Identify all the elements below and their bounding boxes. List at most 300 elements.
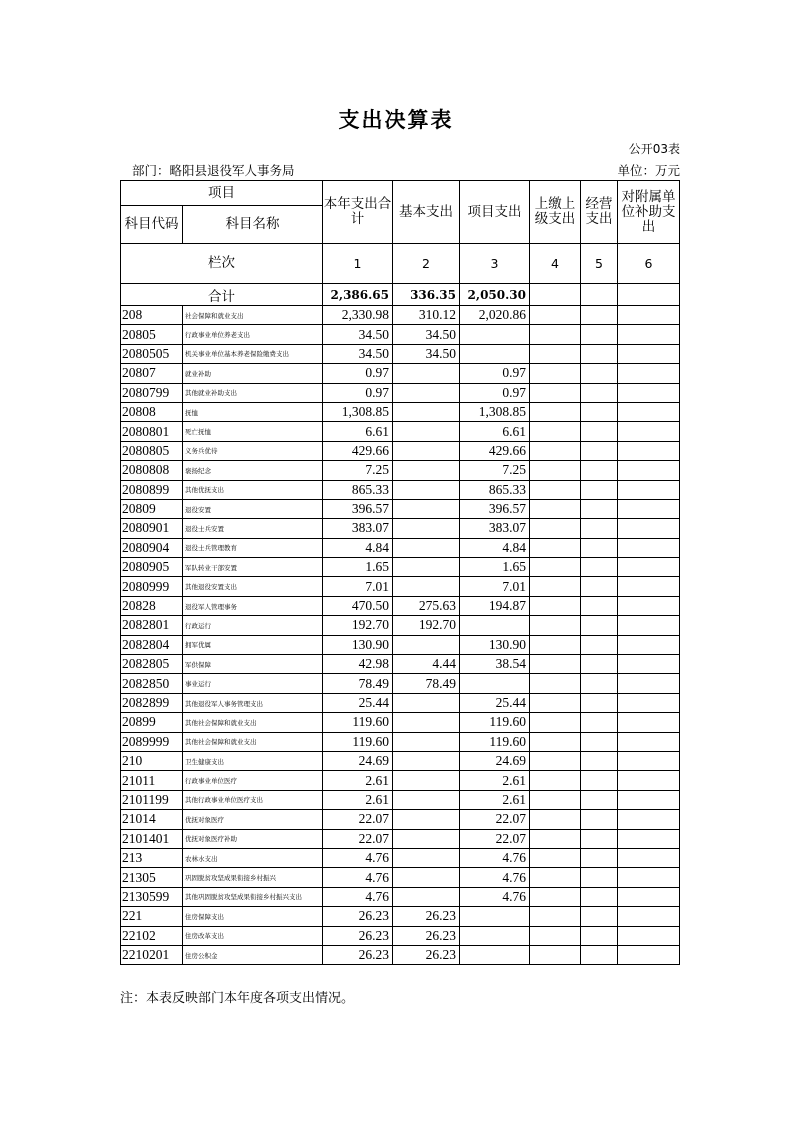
table-row [121, 538, 680, 557]
row-code: 22102 [121, 926, 183, 945]
table-row [121, 829, 680, 848]
row-code: 2080805 [121, 441, 183, 460]
row-code: 20807 [121, 364, 183, 383]
row-name: 住房保障支出 [183, 907, 323, 926]
row-subsidy [618, 538, 680, 557]
row-basic: 26.23 [393, 907, 460, 926]
row-subsidy [618, 306, 680, 325]
form-number: 公开03表 [628, 142, 680, 156]
row-project [460, 907, 530, 926]
row-total: 2.61 [323, 771, 393, 790]
row-subsidy [618, 848, 680, 867]
row-upper [530, 499, 581, 518]
row-basic [393, 441, 460, 460]
row-project: 38.54 [460, 655, 530, 674]
row-name: 退役士兵安置 [183, 519, 323, 538]
table-row [121, 693, 680, 712]
row-upper [530, 402, 581, 421]
table-row [121, 907, 680, 926]
row-business [581, 519, 618, 538]
row-upper [530, 848, 581, 867]
row-total: 7.01 [323, 577, 393, 596]
row-subsidy [618, 383, 680, 402]
row-business [581, 635, 618, 654]
header-upper: 上缴上级支出 [530, 181, 581, 244]
row-upper [530, 558, 581, 577]
row-code: 2101401 [121, 829, 183, 848]
row-basic [393, 499, 460, 518]
table-row [121, 655, 680, 674]
row-project: 4.76 [460, 868, 530, 887]
row-total: 0.97 [323, 383, 393, 402]
row-upper [530, 635, 581, 654]
header-row-label: 栏次 [121, 244, 323, 284]
row-project [460, 674, 530, 693]
row-upper [530, 693, 581, 712]
row-project: 1.65 [460, 558, 530, 577]
table-row [121, 674, 680, 693]
row-business [581, 383, 618, 402]
row-project: 429.66 [460, 441, 530, 460]
row-total: 119.60 [323, 732, 393, 751]
row-upper [530, 674, 581, 693]
row-subsidy [618, 868, 680, 887]
row-project: 4.76 [460, 848, 530, 867]
row-project: 24.69 [460, 751, 530, 770]
row-basic: 310.12 [393, 306, 460, 325]
row-subsidy [618, 732, 680, 751]
row-business [581, 325, 618, 344]
row-total: 34.50 [323, 344, 393, 363]
row-upper [530, 829, 581, 848]
table-row [121, 771, 680, 790]
footnote: 注：本表反映部门本年度各项支出情况。 [120, 991, 355, 1006]
table-row [121, 577, 680, 596]
row-basic: 78.49 [393, 674, 460, 693]
row-business [581, 790, 618, 809]
row-business [581, 616, 618, 635]
row-basic [393, 713, 460, 732]
row-project [460, 945, 530, 964]
total-subsidy [618, 284, 680, 306]
row-basic [393, 383, 460, 402]
row-name: 行政事业单位养老支出 [183, 325, 323, 344]
row-subsidy [618, 713, 680, 732]
row-basic: 275.63 [393, 596, 460, 615]
row-code: 2082804 [121, 635, 183, 654]
row-subsidy [618, 441, 680, 460]
row-project: 2,020.86 [460, 306, 530, 325]
row-total: 1.65 [323, 558, 393, 577]
row-subsidy [618, 926, 680, 945]
row-business [581, 655, 618, 674]
table-row [121, 364, 680, 383]
row-upper [530, 596, 581, 615]
row-total: 865.33 [323, 480, 393, 499]
row-project: 194.87 [460, 596, 530, 615]
row-code: 221 [121, 907, 183, 926]
total-project: 2,050.30 [460, 284, 530, 306]
row-business [581, 751, 618, 770]
col-num-2: 2 [393, 244, 460, 284]
row-basic [393, 771, 460, 790]
row-code: 2080904 [121, 538, 183, 557]
row-subsidy [618, 499, 680, 518]
table-row [121, 383, 680, 402]
row-upper [530, 771, 581, 790]
row-subsidy [618, 325, 680, 344]
header-total: 本年支出合计 [323, 181, 393, 244]
row-upper [530, 751, 581, 770]
row-total: 78.49 [323, 674, 393, 693]
row-code: 2080999 [121, 577, 183, 596]
col-num-3: 3 [460, 244, 530, 284]
row-business [581, 441, 618, 460]
row-code: 21014 [121, 810, 183, 829]
row-total: 1,308.85 [323, 402, 393, 421]
row-code: 20828 [121, 596, 183, 615]
row-business [581, 538, 618, 557]
row-basic [393, 519, 460, 538]
row-upper [530, 655, 581, 674]
table-row [121, 926, 680, 945]
table-row [121, 732, 680, 751]
row-code: 21305 [121, 868, 183, 887]
row-subsidy [618, 751, 680, 770]
row-total: 429.66 [323, 441, 393, 460]
row-name: 退役军人管理事务 [183, 596, 323, 615]
row-project: 119.60 [460, 732, 530, 751]
row-subsidy [618, 790, 680, 809]
header-basic: 基本支出 [393, 181, 460, 244]
row-project: 0.97 [460, 383, 530, 402]
header-row-3 [121, 244, 680, 284]
row-basic [393, 693, 460, 712]
expenditure-table [120, 180, 680, 965]
row-name: 农林水支出 [183, 848, 323, 867]
row-basic: 34.50 [393, 344, 460, 363]
table-row [121, 306, 680, 325]
row-code: 208 [121, 306, 183, 325]
table-row [121, 616, 680, 635]
row-subsidy [618, 344, 680, 363]
row-name: 其他巩固脱贫攻坚成果衔接乡村振兴支出 [183, 887, 323, 906]
row-subsidy [618, 693, 680, 712]
row-name: 巩固脱贫攻坚成果衔接乡村振兴 [183, 868, 323, 887]
total-upper [530, 284, 581, 306]
row-project: 22.07 [460, 829, 530, 848]
row-subsidy [618, 810, 680, 829]
row-name: 义务兵优待 [183, 441, 323, 460]
row-project [460, 344, 530, 363]
row-project [460, 616, 530, 635]
row-total: 26.23 [323, 926, 393, 945]
row-total: 2,330.98 [323, 306, 393, 325]
row-project: 7.01 [460, 577, 530, 596]
row-code: 2080901 [121, 519, 183, 538]
row-code: 2082801 [121, 616, 183, 635]
table-row [121, 848, 680, 867]
row-basic [393, 887, 460, 906]
row-name: 褒扬纪念 [183, 461, 323, 480]
row-basic [393, 810, 460, 829]
row-name: 其他优抚支出 [183, 480, 323, 499]
row-upper [530, 790, 581, 809]
row-total: 4.84 [323, 538, 393, 557]
table-row [121, 461, 680, 480]
row-project: 6.61 [460, 422, 530, 441]
table-row [121, 519, 680, 538]
row-name: 行政事业单位医疗 [183, 771, 323, 790]
row-total: 42.98 [323, 655, 393, 674]
row-business [581, 887, 618, 906]
row-project: 0.97 [460, 364, 530, 383]
page-title: 支出决算表 [338, 108, 454, 132]
row-name: 就业补助 [183, 364, 323, 383]
row-business [581, 907, 618, 926]
row-code: 2080799 [121, 383, 183, 402]
row-name: 行政运行 [183, 616, 323, 635]
row-basic [393, 790, 460, 809]
table-row [121, 596, 680, 615]
row-business [581, 945, 618, 964]
row-upper [530, 616, 581, 635]
row-upper [530, 887, 581, 906]
row-business [581, 461, 618, 480]
row-project: 865.33 [460, 480, 530, 499]
header-project-expense: 项目支出 [460, 181, 530, 244]
col-num-6: 6 [618, 244, 680, 284]
row-name: 其他行政事业单位医疗支出 [183, 790, 323, 809]
row-total: 470.50 [323, 596, 393, 615]
row-basic [393, 577, 460, 596]
table-row [121, 790, 680, 809]
row-business [581, 693, 618, 712]
row-total: 396.57 [323, 499, 393, 518]
table-row [121, 887, 680, 906]
row-upper [530, 422, 581, 441]
row-name: 卫生健康支出 [183, 751, 323, 770]
row-basic: 26.23 [393, 945, 460, 964]
row-basic [393, 402, 460, 421]
row-project: 22.07 [460, 810, 530, 829]
row-business [581, 810, 618, 829]
row-subsidy [618, 674, 680, 693]
row-name: 其他退役安置支出 [183, 577, 323, 596]
row-upper [530, 945, 581, 964]
table-row [121, 713, 680, 732]
row-basic [393, 732, 460, 751]
row-basic [393, 480, 460, 499]
row-name: 退役安置 [183, 499, 323, 518]
row-code: 213 [121, 848, 183, 867]
row-subsidy [618, 616, 680, 635]
table-row [121, 480, 680, 499]
row-total: 383.07 [323, 519, 393, 538]
row-subsidy [618, 480, 680, 499]
row-total: 22.07 [323, 829, 393, 848]
header-subsidy: 对附属单位补助支出 [618, 181, 680, 244]
row-upper [530, 364, 581, 383]
row-project: 1,308.85 [460, 402, 530, 421]
row-total: 24.69 [323, 751, 393, 770]
table-row [121, 635, 680, 654]
row-project [460, 926, 530, 945]
row-basic [393, 868, 460, 887]
row-total: 26.23 [323, 945, 393, 964]
total-business [581, 284, 618, 306]
row-upper [530, 306, 581, 325]
row-code: 20808 [121, 402, 183, 421]
row-upper [530, 577, 581, 596]
row-code: 21011 [121, 771, 183, 790]
row-subsidy [618, 519, 680, 538]
table-row [121, 751, 680, 770]
row-total: 130.90 [323, 635, 393, 654]
row-upper [530, 538, 581, 557]
row-project: 25.44 [460, 693, 530, 712]
row-business [581, 674, 618, 693]
row-total: 0.97 [323, 364, 393, 383]
table-row [121, 558, 680, 577]
row-upper [530, 810, 581, 829]
row-code: 210 [121, 751, 183, 770]
row-code: 2080801 [121, 422, 183, 441]
row-basic: 192.70 [393, 616, 460, 635]
row-subsidy [618, 577, 680, 596]
row-upper [530, 868, 581, 887]
row-name: 社会保障和就业支出 [183, 306, 323, 325]
row-subsidy [618, 596, 680, 615]
row-upper [530, 907, 581, 926]
row-total: 4.76 [323, 868, 393, 887]
row-total: 26.23 [323, 907, 393, 926]
row-subsidy [618, 558, 680, 577]
row-business [581, 848, 618, 867]
row-upper [530, 519, 581, 538]
unit-label: 单位：万元 [617, 163, 680, 178]
row-basic: 4.44 [393, 655, 460, 674]
row-upper [530, 441, 581, 460]
row-upper [530, 713, 581, 732]
row-total: 119.60 [323, 713, 393, 732]
row-upper [530, 383, 581, 402]
table-row [121, 422, 680, 441]
row-project: 7.25 [460, 461, 530, 480]
row-name: 优抚对象医疗 [183, 810, 323, 829]
row-total: 2.61 [323, 790, 393, 809]
header-business: 经营支出 [581, 181, 618, 244]
col-num-4: 4 [530, 244, 581, 284]
row-code: 2080905 [121, 558, 183, 577]
table-row [121, 344, 680, 363]
row-basic [393, 751, 460, 770]
row-name: 其他社会保障和就业支出 [183, 713, 323, 732]
table-row [121, 402, 680, 421]
row-code: 2080808 [121, 461, 183, 480]
row-code: 2082899 [121, 693, 183, 712]
row-subsidy [618, 829, 680, 848]
table-row [121, 945, 680, 964]
header-row-1 [121, 181, 680, 206]
row-upper [530, 344, 581, 363]
row-upper [530, 732, 581, 751]
total-row [121, 284, 680, 306]
table-row [121, 441, 680, 460]
row-code: 20809 [121, 499, 183, 518]
row-total: 34.50 [323, 325, 393, 344]
row-subsidy [618, 945, 680, 964]
row-upper [530, 480, 581, 499]
row-total: 4.76 [323, 887, 393, 906]
row-basic: 34.50 [393, 325, 460, 344]
row-code: 2101199 [121, 790, 183, 809]
row-code: 20899 [121, 713, 183, 732]
row-name: 事业运行 [183, 674, 323, 693]
header-name: 科目名称 [183, 206, 323, 244]
table-body [121, 181, 680, 965]
row-total: 6.61 [323, 422, 393, 441]
row-name: 退役士兵管理教育 [183, 538, 323, 557]
table-row [121, 499, 680, 518]
row-code: 2082805 [121, 655, 183, 674]
row-business [581, 344, 618, 363]
row-name: 军队转业干部安置 [183, 558, 323, 577]
table-row [121, 810, 680, 829]
row-business [581, 829, 618, 848]
row-subsidy [618, 364, 680, 383]
row-code: 2130599 [121, 887, 183, 906]
row-subsidy [618, 907, 680, 926]
row-project: 119.60 [460, 713, 530, 732]
total-sum: 2,386.65 [323, 284, 393, 306]
row-project: 130.90 [460, 635, 530, 654]
row-project: 4.76 [460, 887, 530, 906]
row-business [581, 499, 618, 518]
department-label: 部门：略阳县退役军人事务局 [132, 163, 295, 178]
row-total: 4.76 [323, 848, 393, 867]
row-project: 2.61 [460, 771, 530, 790]
row-basic [393, 364, 460, 383]
row-name: 其他就业补助支出 [183, 383, 323, 402]
row-business [581, 732, 618, 751]
row-name: 军供保障 [183, 655, 323, 674]
row-code: 2080899 [121, 480, 183, 499]
header-project: 项目 [121, 181, 323, 206]
row-business [581, 926, 618, 945]
row-name: 住房公积金 [183, 945, 323, 964]
row-business [581, 771, 618, 790]
total-label: 合计 [121, 284, 323, 306]
col-num-1: 1 [323, 244, 393, 284]
row-basic [393, 558, 460, 577]
row-code: 20805 [121, 325, 183, 344]
row-name: 优抚对象医疗补助 [183, 829, 323, 848]
row-name: 住房改革支出 [183, 926, 323, 945]
row-total: 22.07 [323, 810, 393, 829]
row-basic [393, 848, 460, 867]
row-basic: 26.23 [393, 926, 460, 945]
row-business [581, 306, 618, 325]
row-subsidy [618, 422, 680, 441]
row-business [581, 868, 618, 887]
table-row [121, 325, 680, 344]
row-name: 其他退役军人事务管理支出 [183, 693, 323, 712]
row-total: 25.44 [323, 693, 393, 712]
row-name: 其他社会保障和就业支出 [183, 732, 323, 751]
row-business [581, 402, 618, 421]
row-code: 2089999 [121, 732, 183, 751]
